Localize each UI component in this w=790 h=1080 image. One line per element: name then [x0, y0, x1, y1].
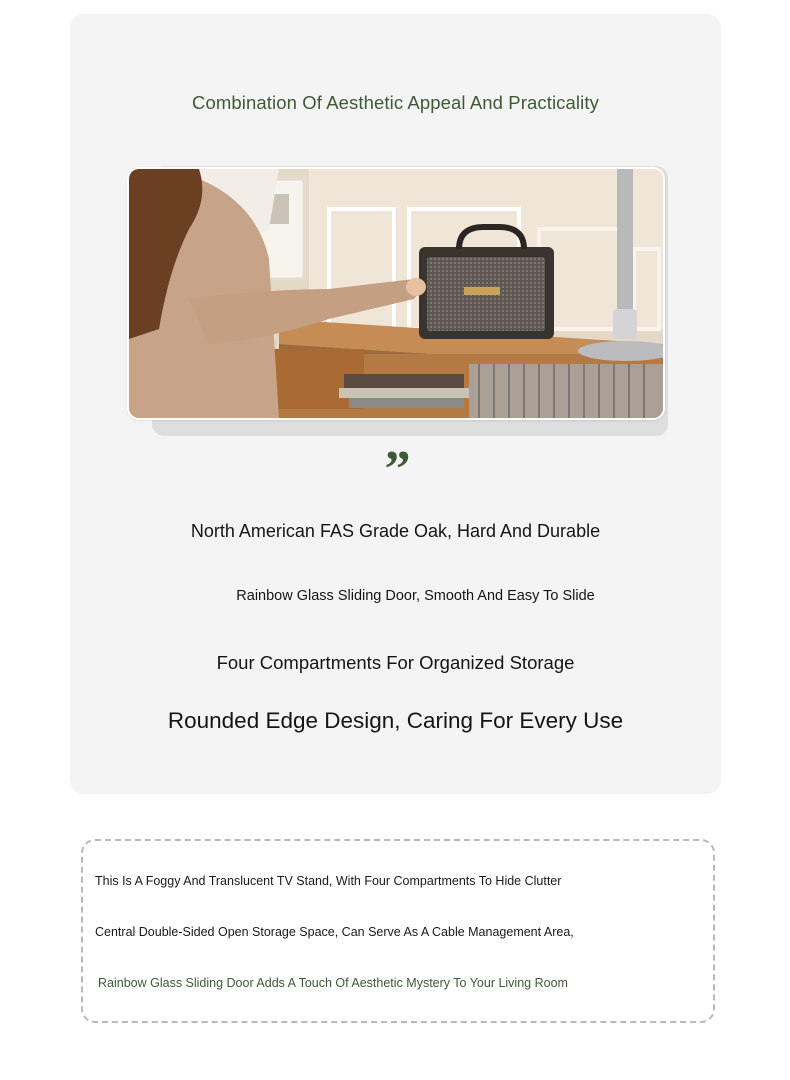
- feature-oak: North American FAS Grade Oak, Hard And Durable: [190, 521, 601, 541]
- description-line: Central Double-Sided Open Storage Space, Can Serve As A Cable Management Area,: [95, 925, 574, 939]
- description-line-highlight: Rainbow Glass Sliding Door Adds A Touch Of Aesthetic Mystery To Your Living Room: [98, 976, 568, 990]
- section-headline: Combination Of Aesthetic Appeal And Practicality: [192, 92, 599, 113]
- description-line: This Is A Foggy And Translucent TV Stand, With Four Compartments To Hide Clutter: [95, 874, 562, 888]
- product-photo-illustration: [129, 169, 663, 418]
- product-photo: [127, 167, 665, 420]
- feature-rounded-edge: Rounded Edge Design, Caring For Every Use: [167, 708, 624, 733]
- feature-compartments: Four Compartments For Organized Storage: [216, 652, 575, 673]
- quote-mark: ”: [384, 441, 407, 498]
- description-box: [81, 839, 715, 1023]
- feature-panel: [70, 14, 721, 794]
- feature-sliding-door: Rainbow Glass Sliding Door, Smooth And Easy To Slide: [236, 588, 595, 604]
